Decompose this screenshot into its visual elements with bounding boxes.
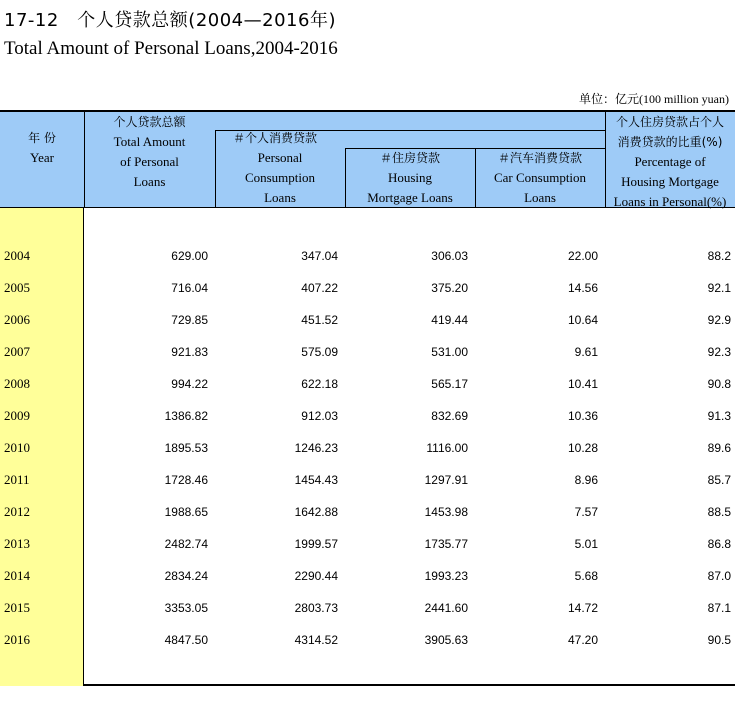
cell-housing: 2441.60 xyxy=(424,601,468,615)
table-row xyxy=(0,368,735,400)
cell-percentage: 92.9 xyxy=(707,313,731,327)
header-pc-en1: Personal xyxy=(257,150,303,165)
cell-total: 2482.74 xyxy=(164,537,208,551)
header-pct-cn1: 个人住房贷款占个人 xyxy=(615,115,724,129)
cell-housing: 1993.23 xyxy=(424,569,468,583)
header-total-en3: Loans xyxy=(133,174,166,189)
cell-housing: 1297.91 xyxy=(424,473,468,487)
cell-personal-consumption: 575.09 xyxy=(301,345,338,359)
cell-year: 2006 xyxy=(4,312,30,327)
header-pct-en2: Housing Mortgage xyxy=(621,174,719,189)
cell-percentage: 92.1 xyxy=(707,281,731,295)
cell-housing: 832.69 xyxy=(431,409,468,423)
cell-personal-consumption: 1454.43 xyxy=(294,473,338,487)
cell-car: 9.61 xyxy=(574,345,598,359)
header-divider xyxy=(215,130,605,131)
cell-year: 2016 xyxy=(4,632,30,647)
cell-personal-consumption: 2803.73 xyxy=(294,601,338,615)
header-year xyxy=(0,128,84,168)
cell-total: 4847.50 xyxy=(164,633,208,647)
cell-percentage: 91.3 xyxy=(707,409,731,423)
header-car-cn: ＃汽车消费贷款 xyxy=(497,151,582,165)
cell-year: 2009 xyxy=(4,408,30,423)
cell-total: 3353.05 xyxy=(164,601,208,615)
cell-total: 716.04 xyxy=(171,281,208,295)
cell-personal-consumption: 1246.23 xyxy=(294,441,338,455)
header-car xyxy=(475,148,605,208)
cell-total: 1895.53 xyxy=(164,441,208,455)
header-percentage xyxy=(605,112,735,212)
header-housing-cn: ＃住房贷款 xyxy=(379,151,440,165)
header-divider xyxy=(605,112,606,208)
cell-personal-consumption: 2290.44 xyxy=(294,569,338,583)
table-title-english: Total Amount of Personal Loans,2004-2016 xyxy=(4,38,338,59)
cell-housing: 375.20 xyxy=(431,281,468,295)
header-car-en2: Loans xyxy=(524,190,556,205)
cell-year: 2013 xyxy=(4,536,30,551)
table-row xyxy=(0,400,735,432)
cell-personal-consumption: 4314.52 xyxy=(294,633,338,647)
header-pct-en1: Percentage of xyxy=(634,154,706,169)
cell-housing: 3905.63 xyxy=(424,633,468,647)
header-total xyxy=(84,112,215,192)
cell-year: 2004 xyxy=(4,248,30,263)
cell-car: 10.36 xyxy=(567,409,598,423)
header-total-cn: 个人贷款总额 xyxy=(113,115,186,129)
cell-total: 2834.24 xyxy=(164,569,208,583)
cell-car: 5.01 xyxy=(574,537,598,551)
cell-personal-consumption: 451.52 xyxy=(301,313,338,327)
header-pct-cn2: 消费贷款的比重(%) xyxy=(617,135,723,149)
header-pc-en2: Consumption xyxy=(244,170,316,185)
cell-personal-consumption: 912.03 xyxy=(301,409,338,423)
cell-percentage: 90.8 xyxy=(707,377,731,391)
table-row xyxy=(0,560,735,592)
header-divider xyxy=(475,148,476,208)
cell-car: 22.00 xyxy=(567,249,598,263)
header-personal-consumption xyxy=(215,148,345,208)
cell-percentage: 88.5 xyxy=(707,505,731,519)
table-row xyxy=(0,432,735,464)
cell-car: 10.64 xyxy=(567,313,598,327)
header-divider xyxy=(345,148,605,149)
cell-car: 10.41 xyxy=(567,377,598,391)
header-divider xyxy=(215,130,216,208)
unit-label-chinese: 单位：亿元 xyxy=(578,92,639,106)
unit-label-english: (100 million yuan) xyxy=(639,92,729,106)
table-row xyxy=(0,272,735,304)
table-row xyxy=(0,528,735,560)
table-row xyxy=(0,464,735,496)
cell-car: 14.72 xyxy=(567,601,598,615)
cell-year: 2010 xyxy=(4,440,30,455)
cell-personal-consumption: 622.18 xyxy=(301,377,338,391)
cell-percentage: 89.6 xyxy=(707,441,731,455)
cell-total: 729.85 xyxy=(171,313,208,327)
cell-year: 2005 xyxy=(4,280,30,295)
cell-car: 14.56 xyxy=(567,281,598,295)
cell-housing: 565.17 xyxy=(431,377,468,391)
cell-percentage: 90.5 xyxy=(707,633,731,647)
cell-car: 10.28 xyxy=(567,441,598,455)
cell-housing: 1453.98 xyxy=(424,505,468,519)
cell-personal-consumption: 1999.57 xyxy=(294,537,338,551)
cell-car: 5.68 xyxy=(574,569,598,583)
cell-car: 47.20 xyxy=(567,633,598,647)
table-row xyxy=(0,624,735,656)
cell-housing: 531.00 xyxy=(431,345,468,359)
table-title-chinese: 17-12 个人贷款总额(2004—2016年) xyxy=(4,10,336,31)
header-pc-en3: Loans xyxy=(264,190,296,205)
cell-housing: 1116.00 xyxy=(426,441,468,455)
cell-year: 2011 xyxy=(4,472,30,487)
header-pct-en3: Loans in Personal(%) xyxy=(613,194,727,209)
cell-percentage: 87.1 xyxy=(707,601,731,615)
header-housing-en2: Mortgage Loans xyxy=(367,190,453,205)
cell-total: 1728.46 xyxy=(164,473,208,487)
header-divider xyxy=(84,112,85,208)
header-personal-consumption-cn: ＃个人消费贷款 xyxy=(233,131,318,145)
header-divider xyxy=(345,148,346,208)
cell-percentage: 85.7 xyxy=(707,473,731,487)
cell-personal-consumption: 407.22 xyxy=(301,281,338,295)
cell-car: 8.96 xyxy=(574,473,598,487)
cell-personal-consumption: 1642.88 xyxy=(294,505,338,519)
cell-personal-consumption: 347.04 xyxy=(301,249,338,263)
cell-housing: 306.03 xyxy=(431,249,468,263)
table-row xyxy=(0,240,735,272)
cell-percentage: 87.0 xyxy=(707,569,731,583)
cell-percentage: 88.2 xyxy=(707,249,731,263)
loans-table xyxy=(0,110,735,686)
cell-total: 629.00 xyxy=(171,249,208,263)
cell-percentage: 92.3 xyxy=(707,345,731,359)
cell-percentage: 86.8 xyxy=(707,537,731,551)
cell-year: 2012 xyxy=(4,504,30,519)
table-row xyxy=(0,592,735,624)
header-car-en1: Car Consumption xyxy=(493,170,587,185)
cell-total: 1386.82 xyxy=(164,409,208,423)
table-header xyxy=(0,112,735,208)
table-row xyxy=(0,336,735,368)
cell-total: 921.83 xyxy=(171,345,208,359)
cell-housing: 1735.77 xyxy=(424,537,468,551)
cell-housing: 419.44 xyxy=(431,313,468,327)
cell-year: 2015 xyxy=(4,600,30,615)
table-row xyxy=(0,496,735,528)
table-row xyxy=(0,304,735,336)
header-year-en: Year xyxy=(30,150,54,165)
unit-label xyxy=(579,90,729,107)
cell-total: 1988.65 xyxy=(164,505,208,519)
header-housing xyxy=(345,148,475,208)
cell-year: 2007 xyxy=(4,344,30,359)
header-year-cn: 年 份 xyxy=(28,131,56,145)
cell-year: 2008 xyxy=(4,376,30,391)
cell-total: 994.22 xyxy=(171,377,208,391)
header-total-en1: Total Amount xyxy=(113,134,186,149)
header-housing-en1: Housing xyxy=(387,170,433,185)
header-total-en2: of Personal xyxy=(120,154,179,169)
cell-year: 2014 xyxy=(4,568,30,583)
cell-car: 7.57 xyxy=(574,505,598,519)
